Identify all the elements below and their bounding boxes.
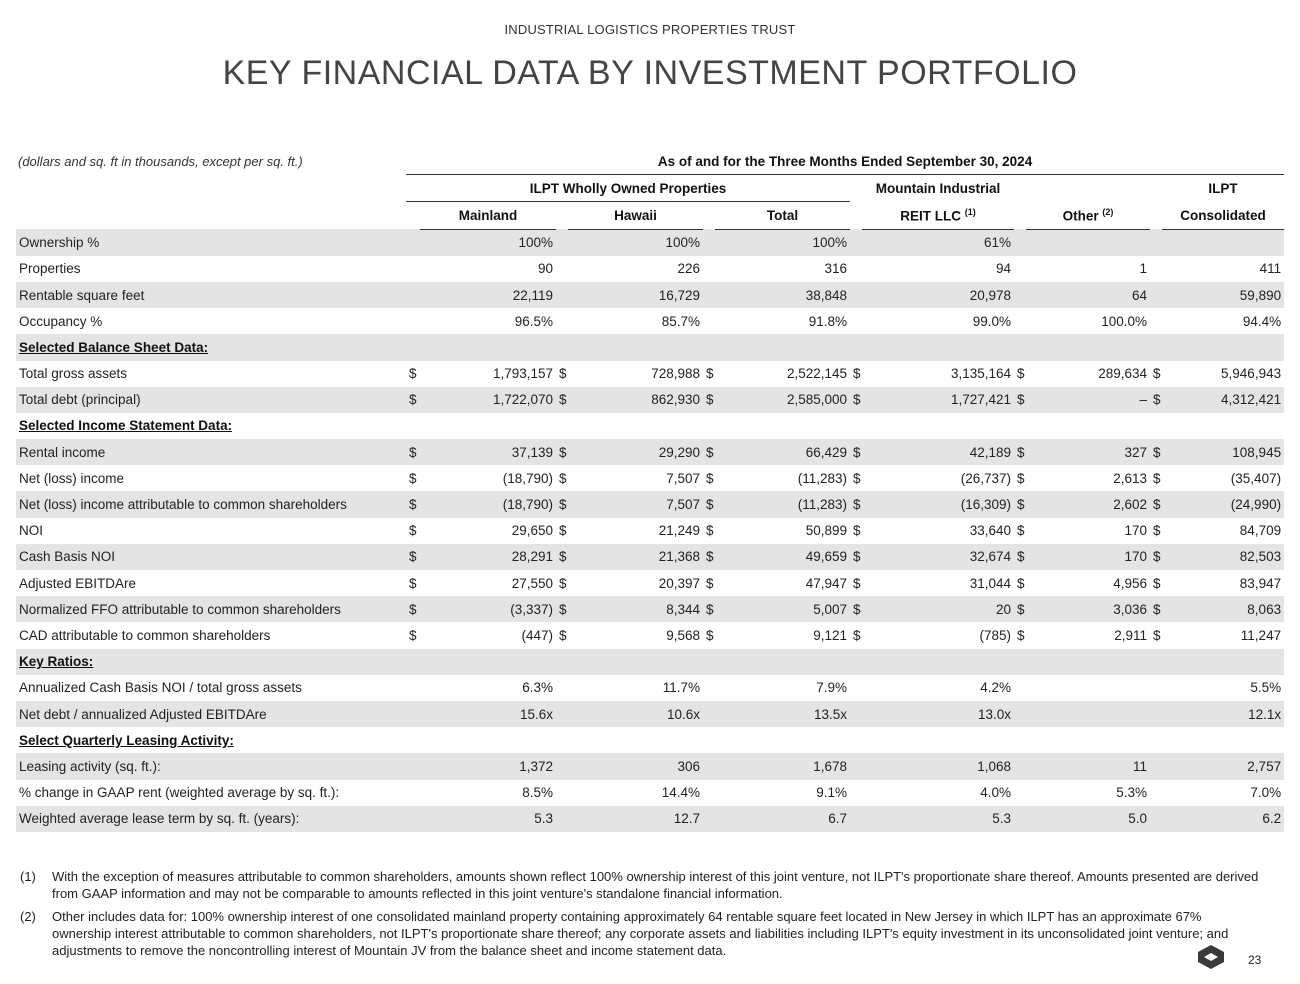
cell-value: 94 xyxy=(995,261,1011,277)
cell-value: 100% xyxy=(420,229,556,256)
cell-value: 226 xyxy=(677,261,700,277)
footnote-text: Other includes data for: 100% ownership interest of one consolidated mainland property containing approximately 64 rentable square feet located in New Jersey in which ILPT has an approximate 67% ownership interest attributable to common shareholders, not ILPT's proportionate share thereof; any corporate assets and liabilities including ILPT's equity investment in its unconsolidated joint venture; and adjustments to remove the noncontrolling interest of Mountain JV from the balance sheet and income statement data. xyxy=(52,909,1229,958)
header-hawaii: Hawaii xyxy=(568,202,703,229)
dollar-sign: $ xyxy=(706,366,714,382)
cell-value: 11 xyxy=(1026,753,1150,779)
cell-value: 7.9% xyxy=(816,680,847,696)
cell-value: 4,956 xyxy=(1113,575,1147,591)
table-row xyxy=(16,544,1284,570)
table-row xyxy=(16,256,1284,282)
cell-value: 90 xyxy=(537,261,553,277)
dollar-sign: $ xyxy=(409,523,417,539)
other-footnote-ref: (2) xyxy=(1102,206,1114,217)
row-label: Rentable square feet xyxy=(16,282,406,308)
table-row xyxy=(16,229,1284,256)
cell-value: 2,585,000 xyxy=(715,387,850,413)
cell-value: 2,522,145 xyxy=(786,366,847,382)
cell-value: (447) xyxy=(521,627,553,643)
footnote-number: (1) xyxy=(20,869,36,884)
row-label: Net (loss) income xyxy=(19,470,125,486)
cell-value: 5,946,943 xyxy=(1221,366,1282,382)
dollar-sign: $ xyxy=(406,491,420,517)
cell-value: 9.1% xyxy=(816,785,847,801)
cell-value: 5.3 xyxy=(420,806,556,832)
dollar-sign: $ xyxy=(1014,491,1026,517)
dollar-sign: $ xyxy=(853,627,861,643)
dollar-sign: $ xyxy=(850,544,862,570)
cell-value: 47,947 xyxy=(805,575,847,591)
dollar-sign: $ xyxy=(1150,544,1162,570)
cell-value: (11,283) xyxy=(797,470,847,486)
cell-value: 59,890 xyxy=(1162,282,1284,308)
cell-value: (785) xyxy=(979,627,1011,643)
cell-value: (16,309) xyxy=(862,491,1014,517)
table-row xyxy=(16,387,1284,413)
cell-value: 61% xyxy=(862,229,1014,256)
table-row xyxy=(16,308,1284,334)
section-row xyxy=(16,649,1284,675)
table-row xyxy=(16,361,1284,387)
dollar-sign: $ xyxy=(706,523,714,539)
cell-value: 37,139 xyxy=(420,439,556,465)
table-row xyxy=(16,753,1284,779)
table-row xyxy=(16,518,1284,544)
cell-value: 2,613 xyxy=(1113,470,1147,486)
cell-value: 20,978 xyxy=(862,282,1014,308)
cell-value: 7,507 xyxy=(666,470,700,486)
row-label: Occupancy % xyxy=(19,313,103,329)
section-row xyxy=(16,334,1284,360)
section-row xyxy=(16,727,1284,753)
row-label: Total debt (principal) xyxy=(16,387,406,413)
cell-value: 20 xyxy=(862,596,1014,622)
cell-value: 5,007 xyxy=(715,596,850,622)
cell-value: 2,911 xyxy=(1114,627,1147,643)
table-row xyxy=(16,491,1284,517)
table-row xyxy=(16,622,1284,648)
cell-value: (35,407) xyxy=(1230,470,1282,486)
cell-value: 170 xyxy=(1124,523,1147,539)
cell-value: 5.3% xyxy=(1116,785,1147,801)
row-label: Total gross assets xyxy=(19,366,128,382)
dollar-sign: $ xyxy=(853,575,861,591)
header-mountain xyxy=(862,202,1014,229)
cell-value: 100.0% xyxy=(1101,313,1147,329)
dollar-sign: $ xyxy=(703,544,715,570)
dollar-sign: $ xyxy=(559,523,567,539)
mountain-footnote-ref: (1) xyxy=(964,206,976,217)
dollar-sign: $ xyxy=(850,491,862,517)
group-header-wholly-owned: ILPT Wholly Owned Properties xyxy=(406,175,850,202)
cell-value: 1,068 xyxy=(862,753,1014,779)
row-label: Leasing activity (sq. ft.): xyxy=(16,753,406,779)
cell-value: 100% xyxy=(568,229,703,256)
dollar-sign: $ xyxy=(556,439,568,465)
cell-value: 99.0% xyxy=(972,313,1011,329)
financial-table xyxy=(16,148,1284,832)
cell-value: 12.7 xyxy=(568,806,703,832)
cell-value: 327 xyxy=(1026,439,1150,465)
period-header: As of and for the Three Months Ended September 30, 2024 xyxy=(406,148,1284,175)
cell-value: 316 xyxy=(824,261,847,277)
cell-value: 13.0x xyxy=(862,701,1014,727)
cell-value: 7,507 xyxy=(568,491,703,517)
dollar-sign: $ xyxy=(1153,366,1161,382)
row-label: Cash Basis NOI xyxy=(16,544,406,570)
cell-value: 15.6x xyxy=(420,701,556,727)
dollar-sign: $ xyxy=(409,627,417,643)
cell-value: 1,793,157 xyxy=(492,366,553,382)
row-label: NOI xyxy=(19,523,44,539)
header-ilpt-line1: ILPT xyxy=(1208,181,1238,197)
dollar-sign: $ xyxy=(406,544,420,570)
section-label: Selected Income Statement Data: xyxy=(19,418,233,434)
footnotes xyxy=(20,868,1260,965)
cell-value: 2,757 xyxy=(1162,753,1284,779)
dollar-sign: $ xyxy=(1017,523,1025,539)
cell-value: 29,650 xyxy=(511,523,553,539)
dollar-sign: $ xyxy=(1014,596,1026,622)
cell-value: 10.6x xyxy=(568,701,703,727)
cell-value: 83,947 xyxy=(1239,575,1282,591)
row-label: Properties xyxy=(19,261,81,277)
dollar-sign: $ xyxy=(706,627,714,643)
footnote-1 xyxy=(20,868,1260,902)
cell-value: 85.7% xyxy=(661,313,700,329)
dollar-sign: $ xyxy=(559,470,567,486)
cell-value: 3,036 xyxy=(1026,596,1150,622)
cell-value xyxy=(1162,229,1284,256)
dollar-sign: $ xyxy=(1153,575,1161,591)
cell-value: 91.8% xyxy=(808,313,847,329)
dollar-sign: $ xyxy=(706,470,714,486)
cell-value: 6.7 xyxy=(715,806,850,832)
cell-value: 3,135,164 xyxy=(950,366,1011,382)
table-row xyxy=(16,701,1284,727)
dollar-sign: $ xyxy=(1150,596,1162,622)
header-mountain-line1: Mountain Industrial xyxy=(875,181,1001,197)
table-row xyxy=(16,439,1284,465)
cell-value: 33,640 xyxy=(969,523,1011,539)
cell-value: 6.3% xyxy=(522,680,553,696)
cell-value: 20,397 xyxy=(658,575,700,591)
header-other xyxy=(1026,202,1150,229)
section-label: Selected Balance Sheet Data: xyxy=(16,334,406,360)
row-label: Ownership % xyxy=(16,229,406,256)
units-note: (dollars and sq. ft in thousands, except per sq. ft.) xyxy=(18,153,303,169)
cell-value: 108,945 xyxy=(1162,439,1284,465)
cell-value: 7.0% xyxy=(1250,785,1282,801)
cell-value: 84,709 xyxy=(1239,523,1282,539)
dollar-sign: $ xyxy=(556,596,568,622)
row-label: Normalized FFO attributable to common shareholders xyxy=(16,596,406,622)
page-title: KEY FINANCIAL DATA BY INVESTMENT PORTFOLIO xyxy=(222,54,1078,92)
cell-value xyxy=(1026,229,1150,256)
cell-value: 11,247 xyxy=(1240,627,1282,643)
cell-value: 50,899 xyxy=(805,523,847,539)
row-label: Net (loss) income attributable to common shareholders xyxy=(16,491,406,517)
dollar-sign: $ xyxy=(556,491,568,517)
table-row xyxy=(16,282,1284,308)
cell-value: 8.5% xyxy=(522,785,553,801)
table-row xyxy=(16,465,1284,491)
cell-value: 862,930 xyxy=(568,387,703,413)
cell-value: (3,337) xyxy=(420,596,556,622)
row-label: Net debt / annualized Adjusted EBITDAre xyxy=(16,701,406,727)
cell-value: 82,503 xyxy=(1162,544,1284,570)
cell-value: 1,372 xyxy=(420,753,556,779)
row-label: Adjusted EBITDAre xyxy=(19,575,137,591)
dollar-sign: $ xyxy=(559,366,567,382)
row-label: Rental income xyxy=(16,439,406,465)
cell-value: 1,727,421 xyxy=(862,387,1014,413)
dollar-sign: $ xyxy=(1014,387,1026,413)
dollar-sign: $ xyxy=(853,523,861,539)
ilpt-cube-logo-icon xyxy=(1196,942,1226,972)
row-label: Weighted average lease term by sq. ft. (years): xyxy=(16,806,406,832)
cell-value: – xyxy=(1026,387,1150,413)
cell-value: 94.4% xyxy=(1242,313,1282,329)
footnote-text: With the exception of measures attributable to common shareholders, amounts shown reflect 100% ownership interest of this joint venture, not ILPT's proportionate share thereof. Amounts presented are derived from GAAP information and may not be comparable to amounts reflected in this joint venture's standalone financial information. xyxy=(52,869,1259,901)
cell-value: 96.5% xyxy=(514,313,553,329)
dollar-sign: $ xyxy=(559,627,567,643)
header-ilpt-line2: Consolidated xyxy=(1162,202,1284,229)
cell-value: 11.7% xyxy=(662,680,700,696)
cell-value: 5.5% xyxy=(1250,680,1282,696)
cell-value: 9,121 xyxy=(813,627,847,643)
dollar-sign: $ xyxy=(703,491,715,517)
dollar-sign: $ xyxy=(406,439,420,465)
dollar-sign: $ xyxy=(1014,544,1026,570)
dollar-sign: $ xyxy=(703,439,715,465)
dollar-sign: $ xyxy=(1150,439,1162,465)
dollar-sign: $ xyxy=(1014,439,1026,465)
dollar-sign: $ xyxy=(850,439,862,465)
cell-value: 289,634 xyxy=(1098,366,1147,382)
dollar-sign: $ xyxy=(406,596,420,622)
dollar-sign: $ xyxy=(1153,470,1161,486)
dollar-sign: $ xyxy=(1150,387,1162,413)
cell-value: 16,729 xyxy=(568,282,703,308)
dollar-sign: $ xyxy=(706,575,714,591)
cell-value: 4,312,421 xyxy=(1162,387,1284,413)
table-row xyxy=(16,806,1284,832)
cell-value: 12.1x xyxy=(1162,701,1284,727)
cell-value: 1 xyxy=(1139,261,1147,277)
cell-value: (18,790) xyxy=(420,491,556,517)
cell-value: 64 xyxy=(1026,282,1150,308)
dollar-sign: $ xyxy=(1153,627,1161,643)
dollar-sign: $ xyxy=(1150,491,1162,517)
cell-value: 4.0% xyxy=(980,785,1011,801)
cell-value: 100% xyxy=(715,229,850,256)
cell-value: 31,044 xyxy=(969,575,1011,591)
cell-value: 2,602 xyxy=(1026,491,1150,517)
cell-value: 170 xyxy=(1026,544,1150,570)
cell-value: 21,368 xyxy=(568,544,703,570)
cell-value: 13.5x xyxy=(715,701,850,727)
cell-value: 32,674 xyxy=(862,544,1014,570)
header-total: Total xyxy=(715,202,850,229)
section-label: Key Ratios: xyxy=(16,649,406,675)
dollar-sign: $ xyxy=(556,387,568,413)
dollar-sign: $ xyxy=(409,366,417,382)
cell-value: 728,988 xyxy=(651,366,700,382)
page-number: 23 xyxy=(1248,953,1262,967)
cell-value: 8,344 xyxy=(568,596,703,622)
row-label: % change in GAAP rent (weighted average by sq. ft.): xyxy=(19,785,340,801)
dollar-sign: $ xyxy=(853,470,861,486)
cell-value: 8,063 xyxy=(1162,596,1284,622)
dollar-sign: $ xyxy=(409,470,417,486)
cell-value: 21,249 xyxy=(658,523,700,539)
cell-value: 4.2% xyxy=(980,680,1011,696)
dollar-sign: $ xyxy=(703,596,715,622)
header-mountain-line2: REIT LLC xyxy=(900,208,961,224)
cell-value: 14.4% xyxy=(661,785,700,801)
table-row xyxy=(16,675,1284,701)
dollar-sign: $ xyxy=(1017,366,1025,382)
dollar-sign: $ xyxy=(850,596,862,622)
row-label: Annualized Cash Basis NOI / total gross assets xyxy=(19,680,302,696)
cell-value: 28,291 xyxy=(420,544,556,570)
dollar-sign: $ xyxy=(406,387,420,413)
table-row xyxy=(16,570,1284,596)
cell-value: 5.0 xyxy=(1026,806,1150,832)
cell-value: 38,848 xyxy=(715,282,850,308)
header-other-label: Other xyxy=(1062,208,1099,224)
dollar-sign: $ xyxy=(1017,470,1025,486)
cell-value: 29,290 xyxy=(568,439,703,465)
cell-value: (11,283) xyxy=(715,491,850,517)
cell-value: 306 xyxy=(568,753,703,779)
cell-value: (18,790) xyxy=(502,470,553,486)
header-mainland: Mainland xyxy=(420,202,556,229)
cell-value: (24,990) xyxy=(1162,491,1284,517)
cell-value: (26,737) xyxy=(960,470,1011,486)
dollar-sign: $ xyxy=(1153,523,1161,539)
dollar-sign: $ xyxy=(1017,575,1025,591)
footnote-2 xyxy=(20,908,1260,959)
cell-value: 5.3 xyxy=(862,806,1014,832)
dollar-sign: $ xyxy=(409,575,417,591)
table-row xyxy=(16,780,1284,806)
dollar-sign: $ xyxy=(1017,627,1025,643)
footnote-number: (2) xyxy=(20,909,36,924)
cell-value: 1,722,070 xyxy=(420,387,556,413)
company-name: INDUSTRIAL LOGISTICS PROPERTIES TRUST xyxy=(504,22,796,37)
dollar-sign: $ xyxy=(703,387,715,413)
cell-value: 49,659 xyxy=(715,544,850,570)
dollar-sign: $ xyxy=(559,575,567,591)
cell-value xyxy=(1026,675,1150,701)
table-row xyxy=(16,596,1284,622)
cell-value: 22,119 xyxy=(420,282,556,308)
section-row xyxy=(16,413,1284,439)
cell-value xyxy=(1026,701,1150,727)
dollar-sign: $ xyxy=(556,544,568,570)
cell-value: 6.2 xyxy=(1162,806,1284,832)
cell-value: 27,550 xyxy=(511,575,553,591)
section-label: Select Quarterly Leasing Activity: xyxy=(19,732,234,748)
cell-value: 1,678 xyxy=(715,753,850,779)
cell-value: 411 xyxy=(1259,261,1282,277)
cell-value: 42,189 xyxy=(862,439,1014,465)
dollar-sign: $ xyxy=(853,366,861,382)
row-label: CAD attributable to common shareholders xyxy=(19,627,271,643)
cell-value: 66,429 xyxy=(715,439,850,465)
dollar-sign: $ xyxy=(850,387,862,413)
cell-value: 9,568 xyxy=(666,627,700,643)
